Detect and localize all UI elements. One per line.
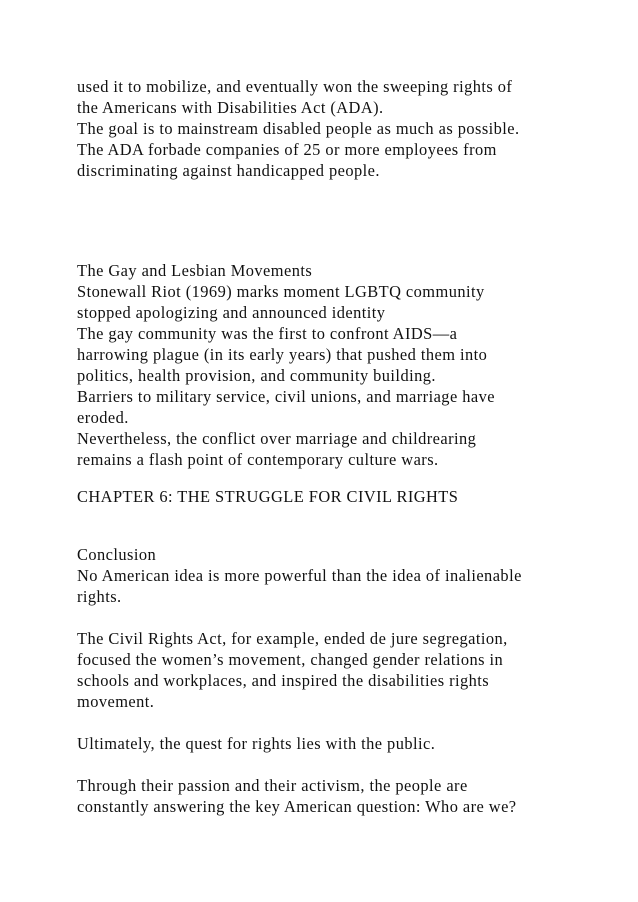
text-line: eroded. (77, 408, 129, 427)
text-line: Barriers to military service, civil unions, and marriage have (77, 387, 495, 406)
section-heading: The Gay and Lesbian Movements (77, 261, 313, 280)
text-line: discriminating against handicapped people. (77, 161, 380, 180)
text-line: politics, health provision, and community building. (77, 366, 436, 385)
text-line: The goal is to mainstream disabled people as much as possible. (77, 119, 520, 138)
text-line: Nevertheless, the conflict over marriage and childrearing (77, 429, 477, 448)
text-line: focused the women’s movement, changed gender relations in (77, 650, 504, 669)
text-line: The ADA forbade companies of 25 or more employees from (77, 140, 497, 159)
text-line: schools and workplaces, and inspired the disabilities rights (77, 671, 490, 690)
text-line: No American idea is more powerful than the idea of inalienable (77, 566, 522, 585)
text-line: movement. (77, 692, 155, 711)
text-line: constantly answering the key American question: Who are we? (77, 797, 517, 816)
text-line: the Americans with Disabilities Act (ADA). (77, 98, 384, 117)
text-line: harrowing plague (in its early years) that pushed them into (77, 345, 488, 364)
chapter-heading: CHAPTER 6: THE STRUGGLE FOR CIVIL RIGHTS (77, 487, 459, 506)
text-line: Ultimately, the quest for rights lies with the public. (77, 734, 436, 753)
text-line: The Civil Rights Act, for example, ended de jure segregation, (77, 629, 508, 648)
text-line: Through their passion and their activism, the people are (77, 776, 468, 795)
text-line: remains a flash point of contemporary culture wars. (77, 450, 439, 469)
text-line: The gay community was the first to confront AIDS—a (77, 324, 458, 343)
text-line: rights. (77, 587, 122, 606)
section-heading: Conclusion (77, 545, 157, 564)
text-line: stopped apologizing and announced identity (77, 303, 386, 322)
text-line: Stonewall Riot (1969) marks moment LGBTQ community (77, 282, 485, 301)
text-line: used it to mobilize, and eventually won the sweeping rights of (77, 77, 513, 96)
